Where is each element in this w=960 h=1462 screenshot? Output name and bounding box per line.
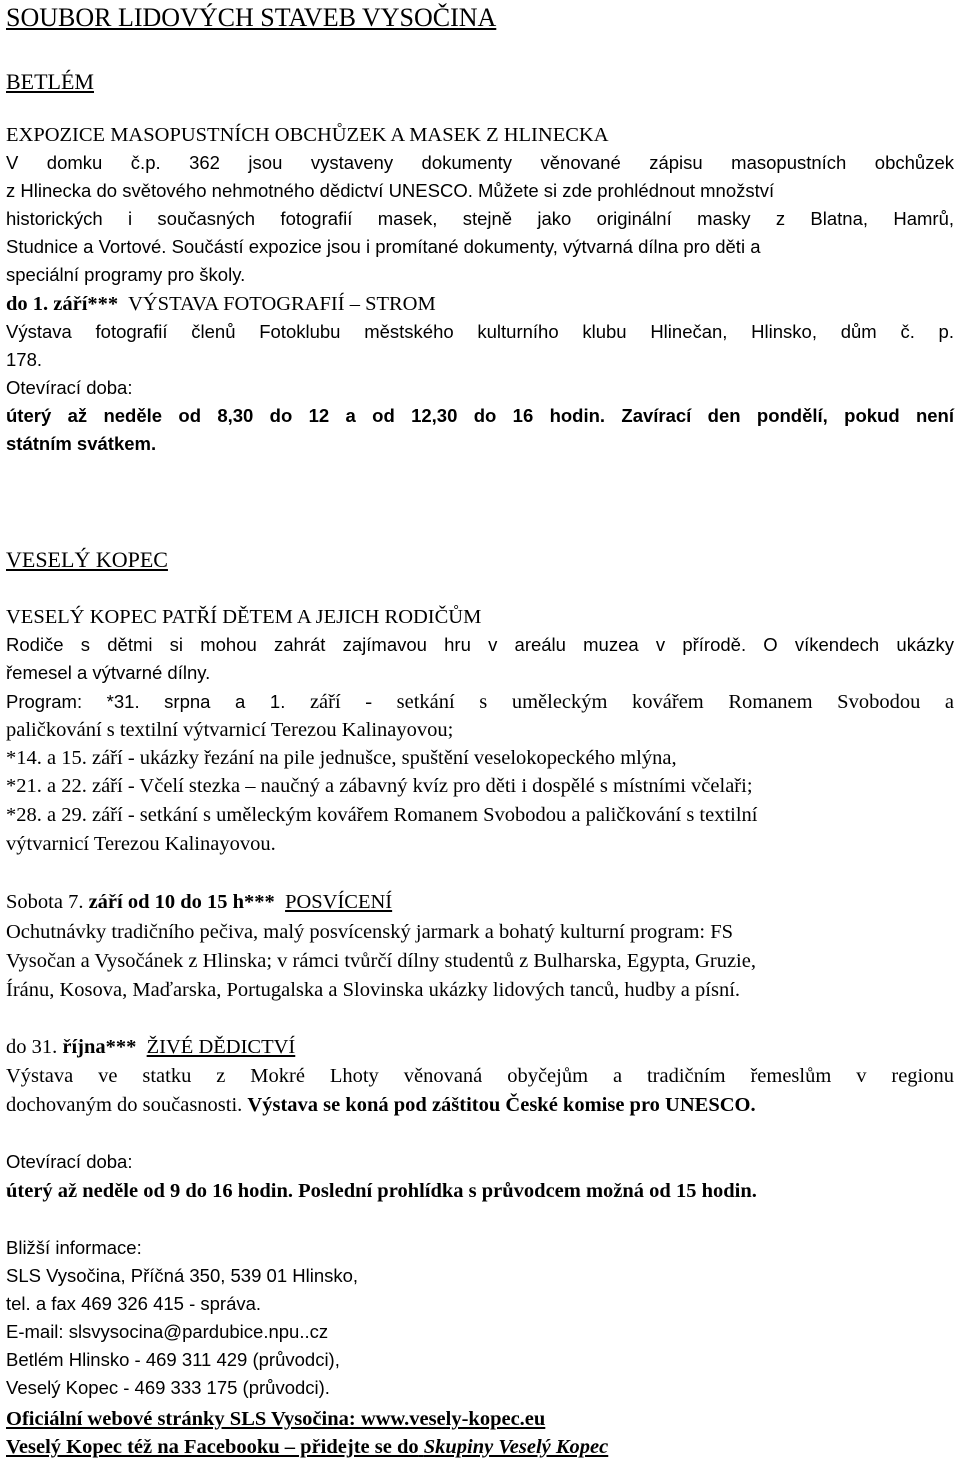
exhibition-heading: do 1. září*** VÝSTAVA FOTOGRAFIÍ – STROM <box>6 293 436 315</box>
program-line: *28. a 29. září - setkání s uměleckým kovářem Romanem Svobodou a paličkování s textilní <box>6 804 758 826</box>
program-line: paličkování s textilní výtvarnicí Terezou Kalinayovou; <box>6 719 454 741</box>
exhibition-description: Výstava fotografií členů Fotoklubu městského kulturního klubu Hlinečan, Hlinsko, dům č. p. <box>6 321 954 342</box>
zive-dedictvi-heading: do 31. října*** ŽIVÉ DĚDICTVÍ <box>6 1036 296 1058</box>
vesely-paragraph-line: řemesel a výtvarné dílny. <box>6 662 211 683</box>
opening-hours-label: Otevírací doba: <box>6 1151 133 1172</box>
zive-dedictvi-paragraph-line: dochovaným do současnosti. Výstava se koná pod záštitou České komise pro UNESCO. <box>6 1094 756 1116</box>
section-heading-betlem: BETLÉM <box>6 69 94 94</box>
expo-paragraph-line: V domku č.p. 362 jsou vystaveny dokumenty věnované zápisu masopustních obchůzek <box>6 152 954 173</box>
expo-paragraph-line: Studnice a Vortové. Součástí expozice jsou i promítané dokumenty, výtvarná dílna pro děti a <box>6 236 761 257</box>
facebook-link[interactable]: Veselý Kopec též na Facebooku – přidejte se do Skupiny Veselý Kopec <box>6 1436 609 1458</box>
opening-hours: státním svátkem. <box>6 433 157 454</box>
contact-address: SLS Vysočina, Příčná 350, 539 01 Hlinsko, <box>6 1265 359 1286</box>
posviceni-paragraph-line: Íránu, Kosova, Maďarska, Portugalska a Slovinska ukázky lidových tanců, hudby a písní. <box>6 979 741 1001</box>
opening-hours: úterý až neděle od 8,30 do 12 a od 12,30 do 16 hodin. Zavírací den pondělí, pokud není <box>6 405 954 426</box>
opening-hours: úterý až neděle od 9 do 16 hodin. Poslední prohlídka s průvodcem možná od 15 hodin. <box>6 1180 757 1202</box>
contact-phone-betlem: Betlém Hlinsko - 469 311 429 (průvodci), <box>6 1349 340 1370</box>
expo-title: EXPOZICE MASOPUSTNÍCH OBCHŮZEK A MASEK Z HLINECKA <box>6 124 609 146</box>
opening-hours-label: Otevírací doba: <box>6 377 133 398</box>
vesely-title: VESELÝ KOPEC PATŘÍ DĚTEM A JEJICH RODIČŮM <box>6 606 482 628</box>
program-line: Program: *31. srpna a 1. září - setkání s uměleckým kovářem Romanem Svobodou a <box>6 691 954 713</box>
official-website-link[interactable]: Oficiální webové stránky SLS Vysočina: www.vesely-kopec.eu <box>6 1408 546 1430</box>
contact-phone-vesely: Veselý Kopec - 469 333 175 (průvodci). <box>6 1377 330 1398</box>
program-line: *14. a 15. září - ukázky řezání na pile jednušce, spuštění veselokopeckého mlýna, <box>6 747 677 769</box>
exhibition-description: 178. <box>6 349 43 370</box>
contact-phone: tel. a fax 469 326 415 - správa. <box>6 1293 262 1314</box>
vesely-paragraph-line: Rodiče s dětmi si mohou zahrát zajímavou hru v areálu muzea v přírodě. O víkendech ukázky <box>6 634 954 655</box>
page-title: SOUBOR LIDOVÝCH STAVEB VYSOČINA <box>6 3 497 32</box>
posviceni-paragraph-line: Vysočan a Vysočánek z Hlinska; v rámci tvůrčí dílny studentů z Bulharska, Egypta, Gruzie, <box>6 950 756 972</box>
section-heading-vesely-kopec: VESELÝ KOPEC <box>6 547 168 572</box>
expo-paragraph-line: historických i současných fotografií masek, stejně jako originální masky z Blatna, Hamrů, <box>6 208 954 229</box>
posviceni-paragraph-line: Ochutnávky tradičního pečiva, malý posvícenský jarmark a bohatý kulturní program: FS <box>6 921 734 943</box>
expo-paragraph-line: speciální programy pro školy. <box>6 264 246 285</box>
contact-email: E-mail: slsvysocina@pardubice.npu..cz <box>6 1321 329 1342</box>
expo-paragraph-line: z Hlinecka do světového nehmotného dědictví UNESCO. Můžete si zde prohlédnout množství <box>6 180 775 201</box>
zive-dedictvi-paragraph-line: Výstava ve statku z Mokré Lhoty věnovaná obyčejům a tradičním řemeslům v regionu <box>6 1065 954 1087</box>
program-line: výtvarnicí Terezou Kalinayovou. <box>6 833 276 855</box>
contact-label: Bližší informace: <box>6 1237 142 1258</box>
program-line: *21. a 22. září - Včelí stezka – naučný a zábavný kvíz pro děti i dospělé s místními včelaři; <box>6 775 753 797</box>
posviceni-heading: Sobota 7. září od 10 do 15 h*** POSVÍCENÍ <box>6 891 393 913</box>
